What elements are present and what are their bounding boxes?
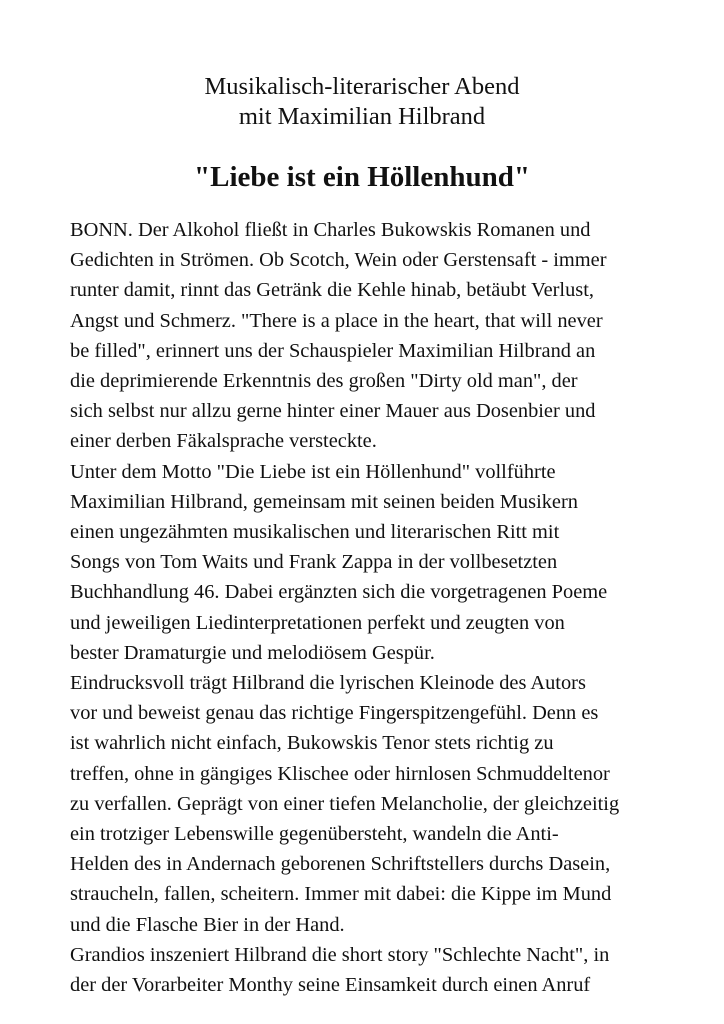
body-line: Helden des in Andernach geborenen Schriftstellers durchs Dasein,	[70, 853, 611, 876]
body-line: einen ungezähmten musikalischen und literarischen Ritt mit	[70, 521, 560, 544]
body-line: bester Dramaturgie und melodiösem Gespür.	[70, 641, 435, 664]
body-line: Eindrucksvoll trägt Hilbrand die lyrischen Kleinode des Autors	[70, 672, 586, 695]
body-line: vor und beweist genau das richtige Fingerspitzengefühl. Denn es	[70, 702, 599, 725]
article-body	[70, 215, 670, 1000]
body-line: sich selbst nur allzu gerne hinter einer Mauer aus Dosenbier und	[70, 400, 596, 423]
body-line: Unter dem Motto "Die Liebe ist ein Höllenhund" vollführte	[70, 460, 556, 483]
body-line: der der Vorarbeiter Monthy seine Einsamkeit durch einen Anruf	[70, 974, 591, 997]
body-line: Buchhandlung 46. Dabei ergänzten sich die vorgetragenen Poeme	[70, 581, 608, 604]
body-line: einer derben Fäkalsprache versteckte.	[70, 430, 377, 453]
body-line: be filled", erinnert uns der Schauspieler Maximilian Hilbrand an	[70, 339, 596, 362]
body-line: und jeweiligen Liedinterpretationen perfekt und zeugten von	[70, 611, 565, 634]
body-line: Angst und Schmerz. "There is a place in the heart, that will never	[70, 309, 603, 332]
subtitle-line-2: mit Maximilian Hilbrand	[238, 103, 486, 130]
body-line: Songs von Tom Waits und Frank Zappa in der vollbesetzten	[70, 551, 558, 574]
body-line: BONN. Der Alkohol fließt in Charles Bukowskis Romanen und	[70, 219, 591, 241]
body-line: ein trotziger Lebenswille gegenübersteht, wandeln die Anti-	[70, 823, 559, 846]
body-line: und die Flasche Bier in der Hand.	[70, 913, 345, 936]
body-line: straucheln, fallen, scheitern. Immer mit dabei: die Kippe im Mund	[70, 883, 612, 906]
body-line: ist wahrlich nicht einfach, Bukowskis Tenor stets richtig zu	[70, 732, 554, 755]
event-subtitle	[0, 72, 724, 132]
article-headline: "Liebe ist ein Höllenhund"	[194, 161, 530, 193]
body-line: treffen, ohne in gängiges Klischee oder hirnlosen Schmuddeltenor	[70, 762, 610, 785]
subtitle-line-1: Musikalisch-literarischer Abend	[204, 73, 520, 100]
body-line: Gedichten in Strömen. Ob Scotch, Wein oder Gerstensaft - immer	[70, 249, 607, 272]
body-line: Grandios inszeniert Hilbrand die short story "Schlechte Nacht", in	[70, 943, 610, 966]
body-line: Maximilian Hilbrand, gemeinsam mit seinen beiden Musikern	[70, 490, 578, 513]
body-line: runter damit, rinnt das Getränk die Kehle hinab, betäubt Verlust,	[70, 279, 594, 302]
body-line: zu verfallen. Geprägt von einer tiefen Melancholie, der gleichzeitig	[70, 792, 620, 815]
body-line: die deprimierende Erkenntnis des großen "Dirty old man", der	[70, 370, 578, 393]
